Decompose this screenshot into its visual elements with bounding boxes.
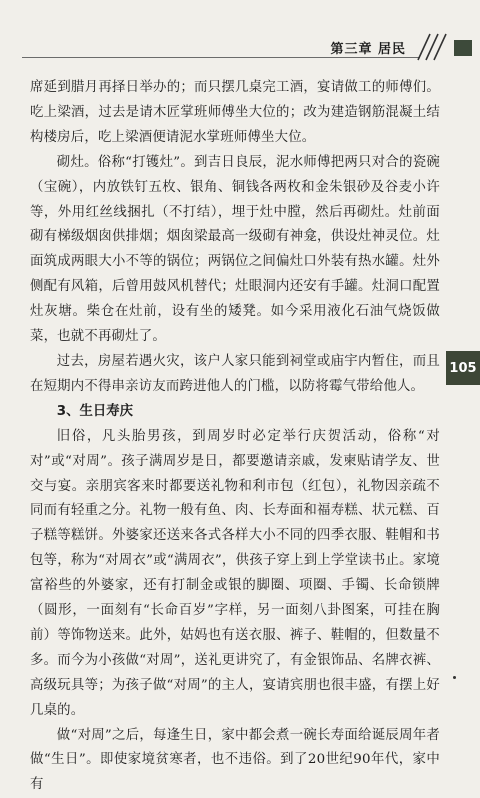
section-heading: 3、生日寿庆 [56,403,134,419]
running-header [0,14,480,57]
paragraph: 过去，房屋若遇火灾，该户人家只能到祠堂或庙宇内暂住，而且在短期内不得串亲访友而跨进他人的门槛，以防将霉气带给他人。 [30,353,440,394]
body-text [30,76,440,798]
slash-ornament-icon [410,32,450,62]
paragraph: 做“对周”之后，每逢生日，家中都会煮一碗长寿面给诞辰周年者做“生日”。即使家境贫寒者，也不违俗。到了20世纪90年代，家中有 [30,727,440,793]
margin-mark [453,676,456,679]
page-number-tab: 105 [446,351,480,385]
paragraph: 砌灶。俗称“打镬灶”。到吉日良辰，泥水师傅把两只对合的瓷碗（宝碗），内放铁钉五枚、银角、铜钱各两枚和金朱银砂及谷麦小许等，外用红丝线捆扎（不打结），埋于灶中膛，然后再砌灶。灶前面砌有梯级烟囱供排烟；烟囱梁最高一级砌有神龛，供设灶神灵位。灶面筑成两眼大小不等的锅位；两锅位之间偏灶口外装有热水罐。灶外侧配有风箱，后曾用鼓风机替代；灶眼洞内还安有手罐。灶洞口配置灶灰塘。柴仓在灶前，设有坐的矮凳。如今采用液化石油气烧饭做菜，也就不再砌灶了。 [30,154,440,345]
chapter-title: 第三章 居民 [330,42,406,57]
paragraph: 席延到腊月再择日举办的；而只摆几桌完工酒，宴请做工的师傅们。吃上梁酒，过去是请木匠掌班师傅坐大位的；改为建造钢筋混凝土结构楼房后，吃上梁酒便请泥水掌班师傅坐大位。 [30,80,440,145]
paragraph: 旧俗，凡头胎男孩，到周岁时必定举行庆贺活动，俗称“对对”或“对周”。孩子满周岁是日，都要邀请亲戚，发柬贴请学友、世交与宴。亲朋宾客来时都要送礼物和利市包（红包），礼物因亲疏不同而有轻重之分。礼物一般有鱼、肉、长寿面和福寿糕、状元糕、百子糕等糕饼。外婆家还送来各式各样大小不同的四季衣服、鞋帽和书包等，称为“对周衣”或“满周衣”，供孩子穿上到上学堂读书止。家境富裕些的外婆家，还有打制金或银的脚圈、项圈、手镯、长命锁牌（圆形，一面刻有“长命百岁”字样，另一面刻八卦图案，可挂在胸前）等饰物送来。此外，姑妈也有送衣服、裤子、鞋帽的，但数量不多。而今为小孩做“对周”，送礼更讲究了，有金银饰品、名牌衣裤、高级玩具等；为孩子做“对周”的主人，宴请宾朋也很丰盛，有摆上好几桌的。 [30,428,440,718]
header-rule [22,57,420,58]
header-corner-block [454,40,472,56]
